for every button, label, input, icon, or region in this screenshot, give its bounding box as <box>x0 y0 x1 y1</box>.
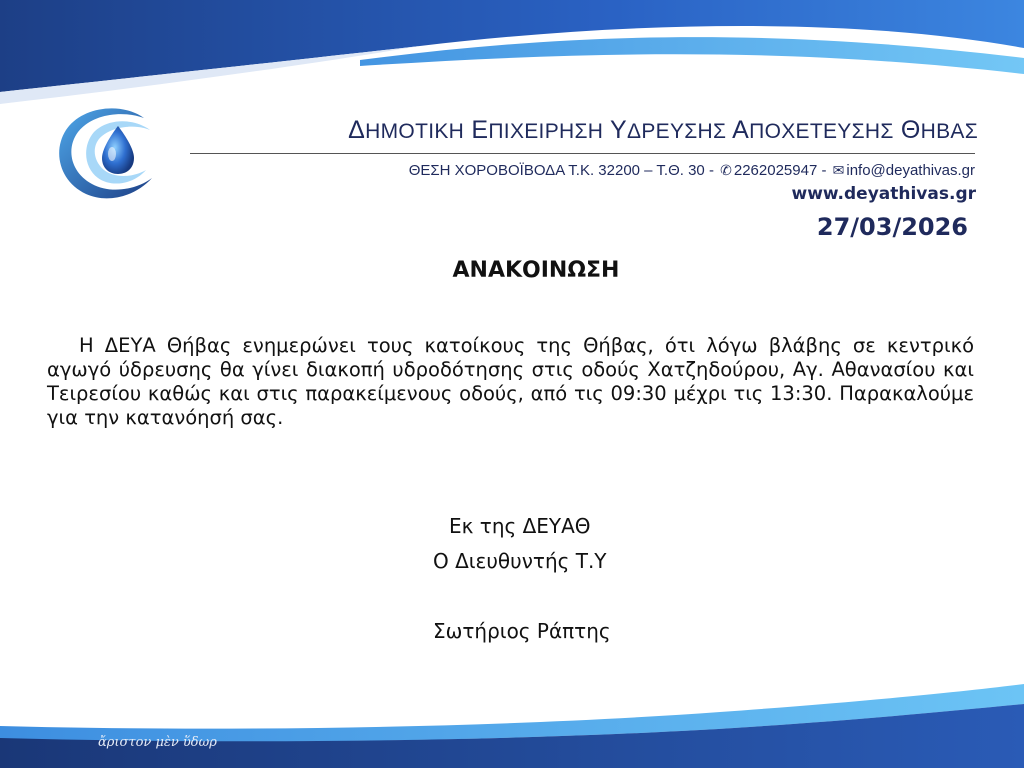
phone-text: 2262025947 - <box>733 162 827 179</box>
website-link[interactable]: www.deyathivas.gr <box>791 184 976 204</box>
footer-wave-decoration <box>0 676 1024 768</box>
signature-issuer: Εκ της ΔΕΥΑΘ <box>449 514 591 538</box>
email-link[interactable]: info@deyathivas.gr <box>846 162 975 179</box>
envelope-icon: ✉ <box>832 162 845 178</box>
contact-line <box>300 162 975 179</box>
signature-role: Ο Διευθυντής Τ.Υ <box>433 549 607 573</box>
phone-icon: ✆ <box>720 162 732 178</box>
header-divider <box>190 153 975 154</box>
deya-logo <box>52 104 164 200</box>
announcement-body: Η ΔΕΥΑ Θήβας ενημερώνει τους κατοίκους της Θήβας, ότι λόγω βλάβης σε κεντρικό αγωγό ύδρευσης θα γίνει διακοπή υδροδότησης στις οδούς Χατζηδούρου, Αγ. Αθανασίου και Τειρεσίου καθώς και στις παρακείμενους οδούς, από τις 09:30 μέχρι τις 13:30. Παρακαλούμε για την κατανόησή σας. <box>47 334 974 429</box>
address-text: ΘΕΣΗ ΧΟΡΟΒΟΪΒΟΔΑ Τ.Κ. 32200 – Τ.Θ. 30 - <box>408 162 714 179</box>
header-wave-decoration <box>0 0 1024 110</box>
organization-name: ΔΗΜΟΤΙΚΗ ΕΠΙΧΕΙΡΗΣΗ ΥΔΡΕΥΣΗΣ ΑΠΟΧΕΤΕΥΣΗΣ ΘΗΒΑΣ <box>348 116 978 144</box>
signature-name: Σωτήριος Ράπτης <box>433 619 611 643</box>
announcement-date: 27/03/2026 <box>816 213 968 241</box>
footer-motto: ἄριστον μὲν ὕδωρ <box>98 735 217 750</box>
announcement-title: ΑΝΑΚΟΙΝΩΣΗ <box>452 258 620 283</box>
